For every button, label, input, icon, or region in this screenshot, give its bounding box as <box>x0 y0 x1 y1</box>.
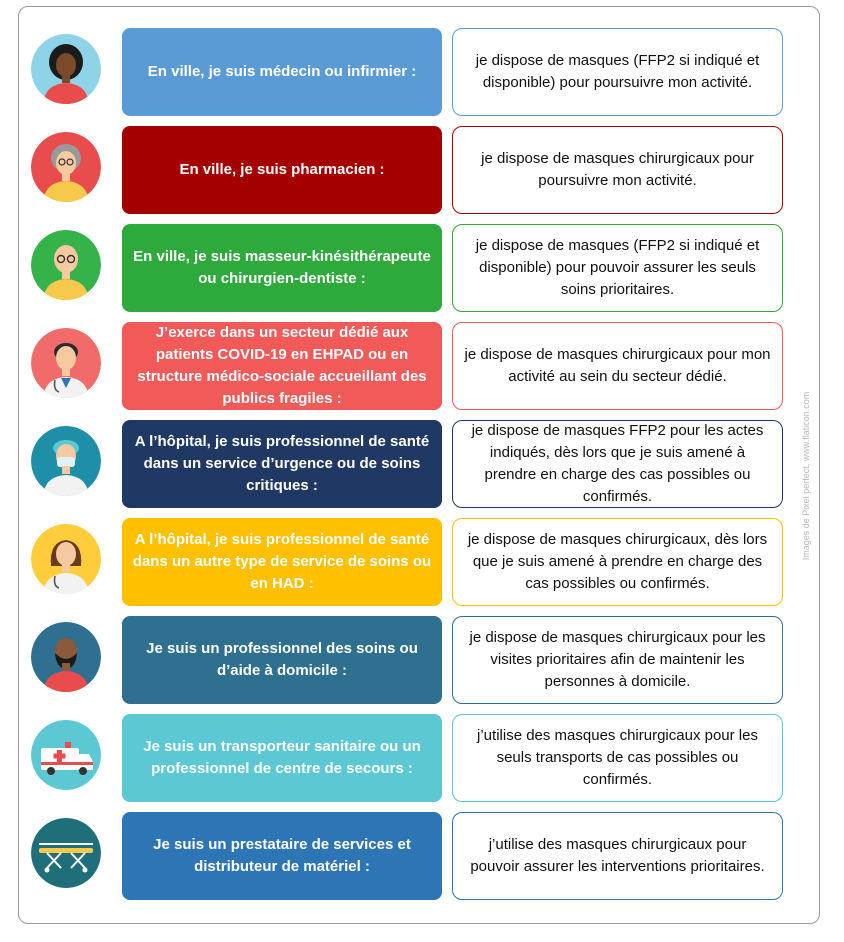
mask-policy-box <box>452 126 783 214</box>
mask-policy-text: je dispose de masques (FFP2 si indiqué et disponible) pour pouvoir assurer les seuls soins prioritaires. <box>475 237 760 298</box>
doctor-woman-icon <box>31 34 101 104</box>
mask-policy-text: j’utilise des masques chirurgicaux pour les seuls transports de cas possibles ou confirmés. <box>477 727 758 788</box>
mask-policy-box <box>452 28 783 116</box>
pharmacist-woman-icon <box>31 132 101 202</box>
row-hopital-autre-service <box>0 518 844 608</box>
row-prestataire-materiel <box>0 812 844 902</box>
mask-policy-box <box>452 812 783 900</box>
role-box <box>122 714 442 802</box>
role-text: Je suis un professionnel des soins ou d’aide à domicile : <box>146 640 418 679</box>
mask-policy-text: je dispose de masques FFP2 pour les actes indiqués, dès lors que je suis amené à prendre en charge des cas possibles ou confirmés. <box>471 422 764 505</box>
row-pharmacien <box>0 126 844 216</box>
bearded-man-icon <box>31 622 101 692</box>
role-text: Je suis un transporteur sanitaire ou un professionnel de centre de secours : <box>143 738 421 777</box>
row-soins-domicile <box>0 616 844 706</box>
mask-policy-text: je dispose de masques chirurgicaux, dès lors que je suis amené à prendre en charge des cas possibles ou confirmés. <box>467 531 768 592</box>
doctor-man-stethoscope-icon <box>31 328 101 398</box>
mask-policy-box <box>452 322 783 410</box>
role-box <box>122 224 442 312</box>
mask-policy-box <box>452 224 783 312</box>
mask-policy-text: j’utilise des masques chirurgicaux pour pouvoir assurer les interventions prioritaires. <box>470 836 765 875</box>
role-text: J’exerce dans un secteur dédié aux patients COVID-19 en EHPAD ou en structure médico-sociale accueillant des publics fragiles : <box>137 324 427 407</box>
image-credit: Images de Pixel perfect, www.flaticon.com <box>801 391 811 561</box>
role-box <box>122 126 442 214</box>
mask-policy-text: je dispose de masques (FFP2 si indiqué et disponible) pour poursuivre mon activité. <box>475 52 760 91</box>
mask-policy-text: je dispose de masques chirurgicaux pour mon activité au sein du secteur dédié. <box>464 346 771 385</box>
mask-policy-box <box>452 518 783 606</box>
row-medecin-infirmier <box>0 28 844 118</box>
role-box <box>122 28 442 116</box>
role-text: En ville, je suis masseur-kinésithérapeute ou chirurgien-dentiste : <box>133 248 431 287</box>
role-box <box>122 518 442 606</box>
row-hopital-urgence <box>0 420 844 510</box>
nurse-woman-icon <box>31 524 101 594</box>
role-text: En ville, je suis pharmacien : <box>179 161 385 178</box>
role-box <box>122 812 442 900</box>
role-text: A l’hôpital, je suis professionnel de santé dans un service d’urgence ou de soins critiques : <box>134 433 430 494</box>
role-box <box>122 420 442 508</box>
row-transport-sanitaire <box>0 714 844 804</box>
mask-policy-box <box>452 616 783 704</box>
row-covid-ehpad <box>0 322 844 412</box>
mask-policy-text: je dispose de masques chirurgicaux pour poursuivre mon activité. <box>481 150 754 189</box>
ambulance-icon <box>31 720 101 790</box>
role-box <box>122 322 442 410</box>
role-box <box>122 616 442 704</box>
mask-policy-box <box>452 714 783 802</box>
role-text: En ville, je suis médecin ou infirmier : <box>147 63 417 80</box>
row-kine-dentiste <box>0 224 844 314</box>
stretcher-icon <box>31 818 101 888</box>
mask-policy-text: je dispose de masques chirurgicaux pour les visites prioritaires afin de maintenir les personnes à domicile. <box>469 629 766 690</box>
mask-policy-box <box>452 420 783 508</box>
role-text: A l’hôpital, je suis professionnel de santé dans un autre type de service de soins ou en HAD : <box>132 531 432 592</box>
bald-man-glasses-icon <box>31 230 101 300</box>
role-text: Je suis un prestataire de services et distributeur de matériel : <box>153 836 411 875</box>
surgeon-mask-icon <box>31 426 101 496</box>
